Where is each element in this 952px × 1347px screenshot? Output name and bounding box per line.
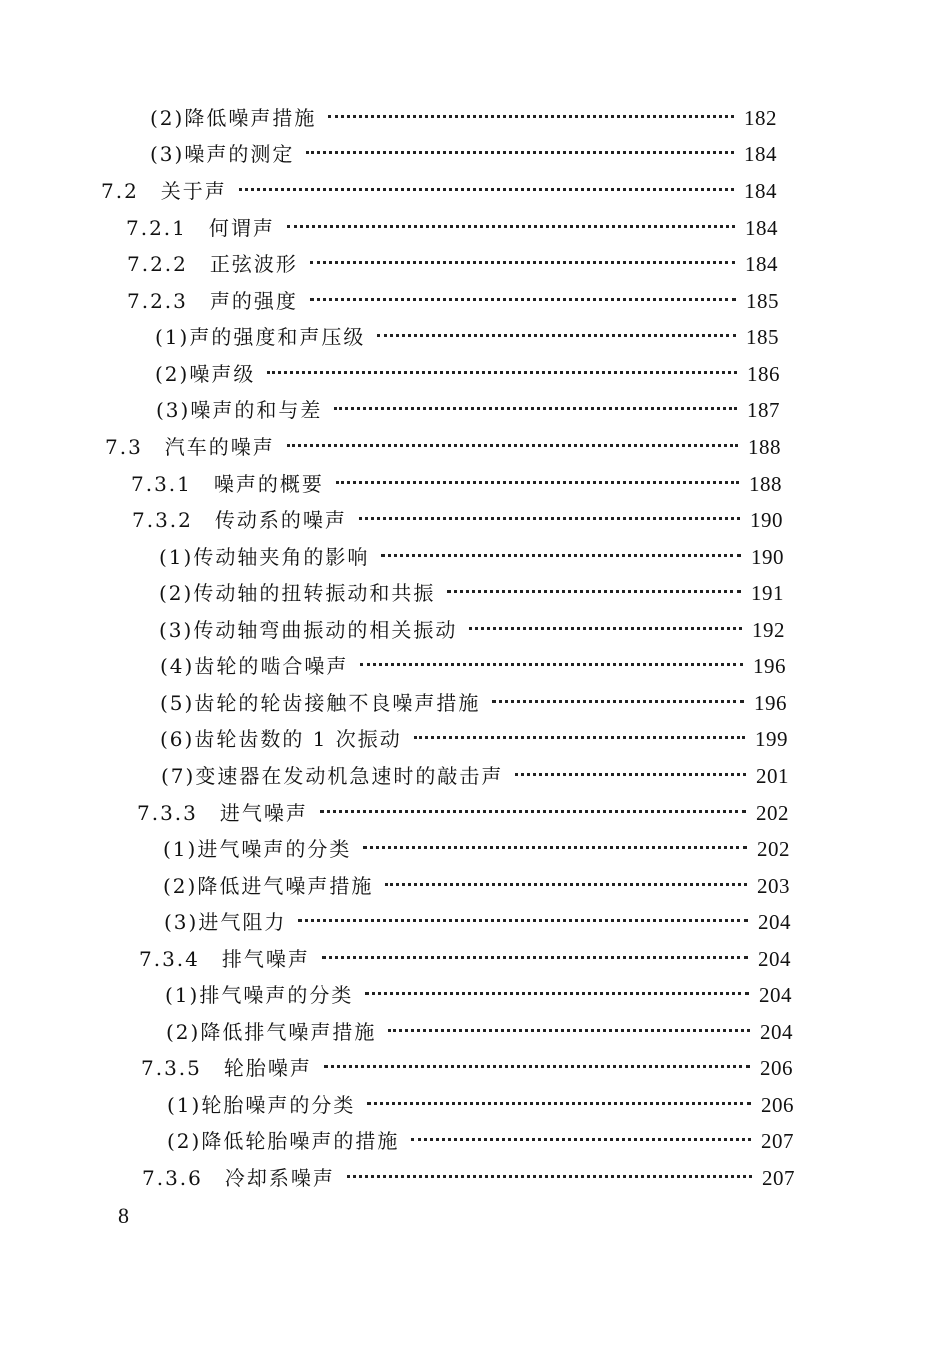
dot-leader: [336, 481, 739, 484]
toc-entry-label: (2)降低排气噪声措施: [166, 1020, 377, 1044]
toc-entry-page: 199: [755, 727, 788, 751]
toc-entry-page: 203: [757, 874, 790, 898]
toc-entry: [141, 1053, 793, 1083]
toc-entry-page: 187: [747, 398, 780, 422]
toc-entry-label: 7.2.3 声的强度: [127, 289, 298, 313]
dot-leader: [328, 115, 734, 118]
toc-entry-page: 184: [744, 179, 777, 203]
toc-entry-label: (3)传动轴弯曲振动的相关振动: [159, 618, 458, 642]
toc-entry: [132, 505, 783, 535]
dot-leader: [347, 1175, 752, 1178]
toc-entry-label: (1)排气噪声的分类: [165, 983, 354, 1007]
toc-entry-label: (3)进气阻力: [164, 910, 287, 934]
toc-entry-page: 182: [744, 106, 777, 130]
toc-entry-label: (4)齿轮的啮合噪声: [160, 654, 349, 678]
dot-leader: [267, 371, 737, 374]
toc-entry: [142, 1163, 795, 1193]
toc-entry-page: 196: [753, 654, 786, 678]
dot-leader: [298, 919, 748, 922]
dot-leader: [306, 151, 734, 154]
toc-entry-page: 192: [752, 618, 785, 642]
toc-entry: [150, 139, 777, 169]
toc-entry-label: (3)噪声的测定: [150, 142, 295, 166]
toc-entry-page: 190: [750, 508, 783, 532]
toc-entry-label: 7.2 关于声: [101, 179, 227, 203]
toc-entry-label: 7.3.6 冷却系噪声: [142, 1166, 335, 1190]
toc-entry: [167, 1090, 794, 1120]
toc-entry: [159, 578, 784, 608]
toc-entry-page: 188: [749, 472, 782, 496]
dot-leader: [365, 992, 749, 995]
toc-entry: [139, 944, 791, 974]
toc-entry: [126, 213, 778, 243]
dot-leader: [447, 590, 741, 593]
toc-entry-label: (2)传动轴的扭转振动和共振: [159, 581, 436, 605]
toc-entry-page: 204: [758, 947, 791, 971]
toc-entry: [160, 724, 788, 754]
toc-entry-label: 7.3.3 进气噪声: [137, 801, 308, 825]
toc-entry-page: 206: [760, 1056, 793, 1080]
toc-entry: [155, 322, 779, 352]
dot-leader: [287, 444, 738, 447]
toc-entry: [166, 1017, 793, 1047]
toc-entry-label: 7.2.2 正弦波形: [127, 252, 298, 276]
toc-entry-page: 202: [757, 837, 790, 861]
toc-entry-label: (1)声的强度和声压级: [155, 325, 366, 349]
toc-entry-page: 186: [747, 362, 780, 386]
dot-leader: [469, 627, 742, 630]
toc-entry-page: 191: [751, 581, 784, 605]
dot-leader: [414, 736, 745, 739]
toc-entry: [155, 359, 780, 389]
dot-leader: [363, 846, 747, 849]
toc-entry-page: 207: [762, 1166, 795, 1190]
toc-entry-page: 204: [759, 983, 792, 1007]
toc-entry: [127, 249, 778, 279]
dot-leader: [310, 298, 736, 301]
dot-leader: [515, 773, 746, 776]
toc-entry-label: 7.3.2 传动系的噪声: [132, 508, 347, 532]
toc-entry: [156, 395, 780, 425]
toc-entry: [163, 834, 790, 864]
toc-entry: [159, 542, 784, 572]
toc-entry-label: 7.2.1 何谓声: [126, 216, 275, 240]
dot-leader: [322, 956, 748, 959]
dot-leader: [385, 883, 747, 886]
toc-entry-page: 184: [745, 252, 778, 276]
toc-entry-label: (1)进气噪声的分类: [163, 837, 352, 861]
dot-leader: [381, 554, 741, 557]
toc-entry-page: 188: [748, 435, 781, 459]
toc-entry: [101, 176, 777, 206]
dot-leader: [324, 1065, 750, 1068]
toc-entry-page: 184: [745, 216, 778, 240]
toc-entry-page: 206: [761, 1093, 794, 1117]
toc-entry: [160, 651, 786, 681]
toc-entry: [150, 103, 777, 133]
toc-entry-page: 204: [758, 910, 791, 934]
toc-entry-label: (3)噪声的和与差: [156, 398, 323, 422]
toc-entry-label: (2)噪声级: [155, 362, 256, 386]
toc-entry-page: 202: [756, 801, 789, 825]
toc-entry: [163, 871, 790, 901]
toc-entry-page: 196: [754, 691, 787, 715]
toc-entry: [137, 798, 789, 828]
toc-entry-label: (2)降低噪声措施: [150, 106, 317, 130]
dot-leader: [359, 517, 740, 520]
toc-entry-label: 7.3 汽车的噪声: [105, 435, 275, 459]
toc-entry-label: 7.3.1 噪声的概要: [131, 472, 324, 496]
dot-leader: [239, 188, 734, 191]
toc-entry-page: 184: [744, 142, 777, 166]
toc-entry-label: (7)变速器在发动机急速时的敲击声: [161, 764, 504, 788]
dot-leader: [492, 700, 744, 703]
toc-entry-page: 185: [746, 325, 779, 349]
dot-leader: [334, 407, 737, 410]
toc-entry-label: (2)降低轮胎噪声的措施: [167, 1129, 400, 1153]
toc-entry-label: (6)齿轮齿数的 1 次振动: [160, 727, 402, 751]
dot-leader: [320, 810, 746, 813]
toc-entry-label: 7.3.5 轮胎噪声: [141, 1056, 312, 1080]
page-number: 8: [118, 1203, 129, 1228]
toc-entry-page: 201: [756, 764, 789, 788]
toc-entry-page: 185: [746, 289, 779, 313]
toc-entry-page: 207: [761, 1129, 794, 1153]
toc-entry-label: (5)齿轮的轮齿接触不良噪声措施: [160, 691, 481, 715]
toc-entry: [160, 688, 787, 718]
toc-entry: [164, 907, 791, 937]
dot-leader: [287, 225, 735, 228]
toc-entry-label: 7.3.4 排气噪声: [139, 947, 310, 971]
dot-leader: [411, 1138, 751, 1141]
toc-entry: [165, 980, 792, 1010]
dot-leader: [310, 261, 735, 264]
dot-leader: [377, 334, 736, 337]
toc-entry: [105, 432, 781, 462]
toc-entry-label: (1)传动轴夹角的影响: [159, 545, 370, 569]
toc-entry: [161, 761, 789, 791]
toc-entry-page: 190: [751, 545, 784, 569]
dot-leader: [388, 1029, 750, 1032]
toc-entry-label: (1)轮胎噪声的分类: [167, 1093, 356, 1117]
dot-leader: [360, 663, 743, 666]
toc-entry: [167, 1126, 794, 1156]
toc-entry: [131, 469, 782, 499]
toc-entry: [127, 286, 779, 316]
toc-entry: [159, 615, 785, 645]
dot-leader: [367, 1102, 751, 1105]
toc-entry-label: (2)降低进气噪声措施: [163, 874, 374, 898]
toc-entry-page: 204: [760, 1020, 793, 1044]
